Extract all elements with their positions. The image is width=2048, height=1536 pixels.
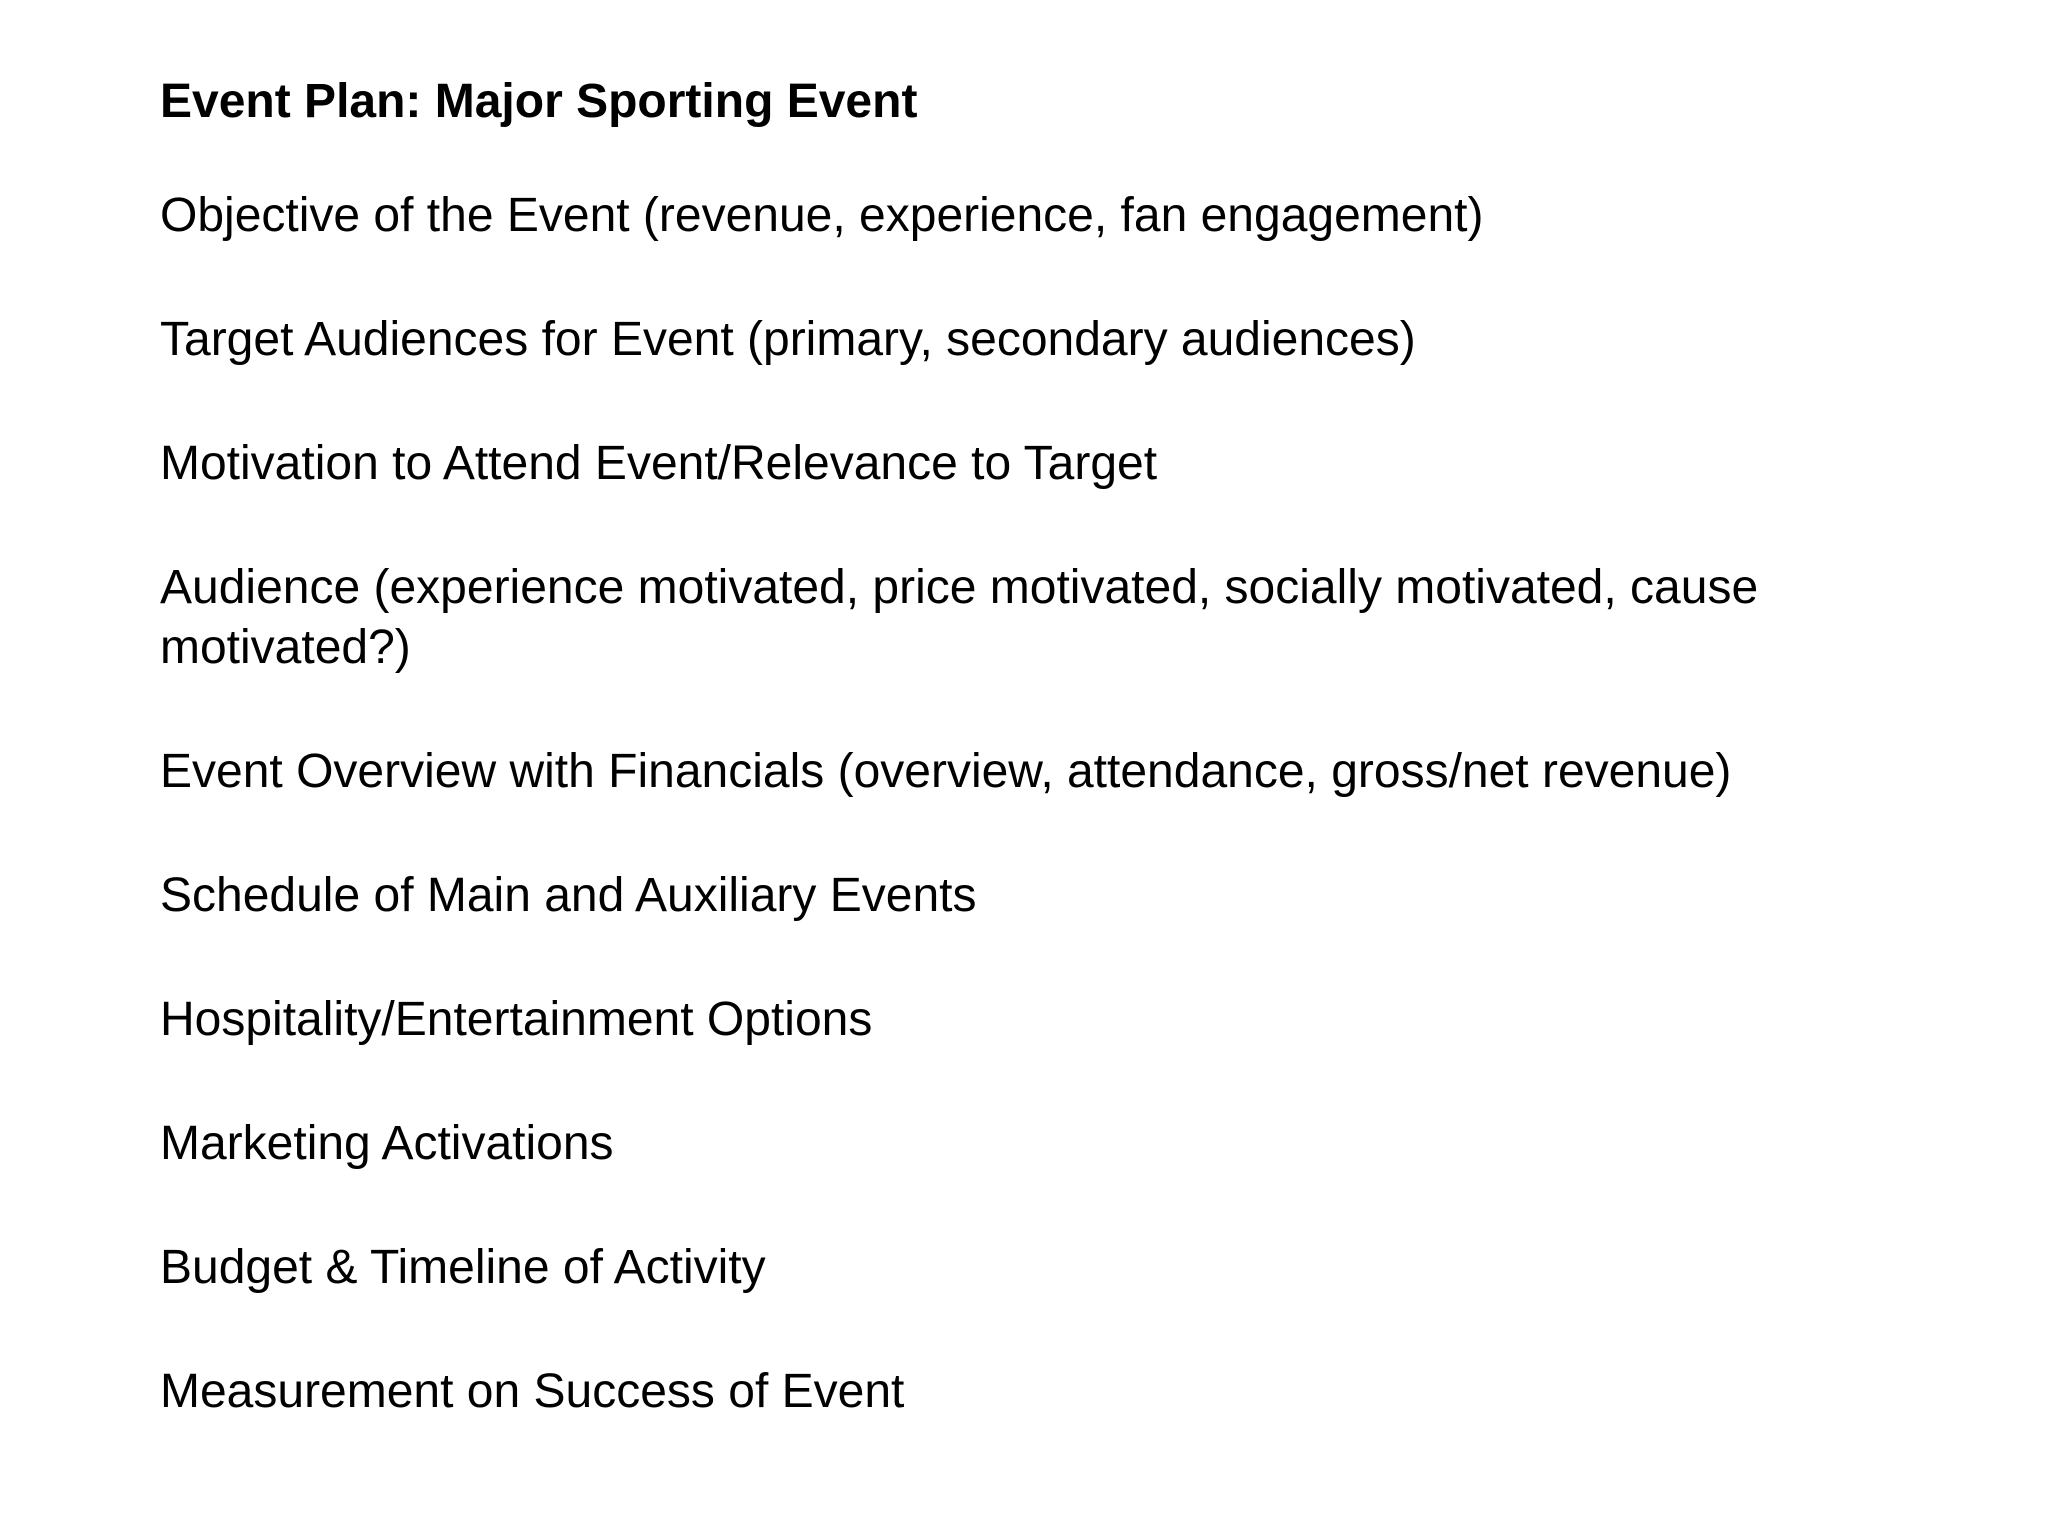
section-list xyxy=(160,186,1960,1422)
section-measurement: Measurement on Success of Event xyxy=(160,1365,905,1418)
section-audience: Audience (experience motivated, price motivated, socially motivated, cause motivated?) xyxy=(160,561,1759,674)
section-marketing: Marketing Activations xyxy=(160,1117,614,1170)
section-event-overview: Event Overview with Financials (overview, attendance, gross/net revenue) xyxy=(160,745,1732,798)
section-hospitality: Hospitality/Entertainment Options xyxy=(160,993,873,1046)
section-budget-timeline: Budget & Timeline of Activity xyxy=(160,1241,766,1294)
section-schedule: Schedule of Main and Auxiliary Events xyxy=(160,869,977,922)
section-motivation: Motivation to Attend Event/Relevance to Target xyxy=(160,437,1158,490)
document-title: Event Plan: Major Sporting Event xyxy=(160,75,918,128)
section-objective: Objective of the Event (revenue, experience, fan engagement) xyxy=(160,189,1484,242)
document-body xyxy=(160,72,1960,1486)
section-target-audiences: Target Audiences for Event (primary, secondary audiences) xyxy=(160,313,1416,366)
